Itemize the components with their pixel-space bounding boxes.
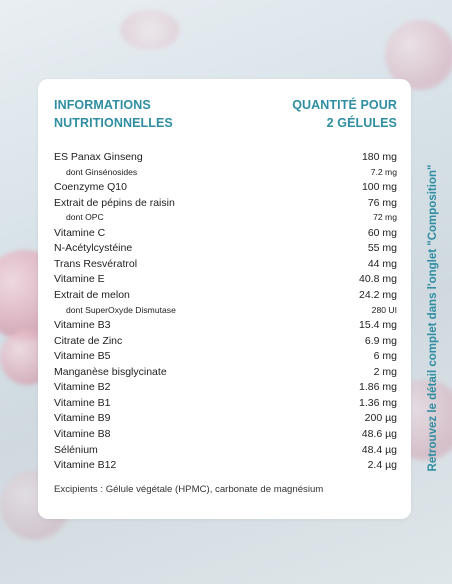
nutrient-row — [54, 459, 397, 475]
nutrient-row — [54, 350, 397, 366]
nutrient-quantity: 55 mg — [367, 242, 397, 255]
excipients-note: Excipients : Gélule végétale (HPMC), carbonate de magnésium — [54, 484, 324, 495]
nutrient-quantity: 60 mg — [367, 226, 397, 239]
nutrient-sub-row — [54, 305, 397, 319]
nutrient-name: Sélénium — [54, 443, 98, 456]
nutrient-name: dont Ginsénosides — [66, 166, 138, 177]
decorative-molecule — [120, 10, 180, 50]
nutrient-row — [54, 197, 397, 213]
nutrient-quantity: 1.86 mg — [359, 381, 397, 394]
nutrient-name: Extrait de pépins de raisin — [54, 196, 175, 209]
table-header — [54, 96, 397, 136]
nutrient-quantity: 200 µg — [364, 412, 397, 425]
nutrient-row — [54, 151, 397, 167]
nutrient-row — [54, 258, 397, 274]
nutrient-quantity: 100 mg — [361, 180, 397, 193]
nutrient-quantity: 2.4 µg — [367, 459, 397, 472]
nutrient-row — [54, 227, 397, 243]
nutrient-name: Trans Resvératrol — [54, 257, 138, 270]
nutrient-quantity: 40.8 mg — [359, 273, 397, 286]
nutrient-row — [54, 428, 397, 444]
nutrient-quantity: 1.36 mg — [359, 396, 397, 409]
nutrient-quantity: 6.9 mg — [364, 334, 397, 347]
nutrition-card — [38, 79, 411, 519]
header-line: INFORMATIONS — [54, 98, 151, 112]
nutrient-name: Vitamine B12 — [54, 459, 117, 472]
nutrient-name: Vitamine B2 — [54, 381, 111, 394]
header-line: QUANTITÉ POUR — [292, 98, 397, 112]
nutrient-name: Citrate de Zinc — [54, 334, 123, 347]
nutrient-quantity: 48.6 µg — [361, 428, 397, 441]
nutrient-quantity: 44 mg — [367, 257, 397, 270]
nutrient-quantity: 280 UI — [371, 304, 397, 315]
nutrient-name: dont OPC — [66, 212, 104, 223]
nutrient-quantity: 48.4 µg — [361, 443, 397, 456]
nutrient-quantity: 180 mg — [361, 151, 397, 163]
nutrient-name: Vitamine E — [54, 273, 105, 286]
nutrient-row — [54, 335, 397, 351]
nutrient-name: Vitamine C — [54, 226, 106, 239]
nutrient-row — [54, 181, 397, 197]
nutrient-quantity: 15.4 mg — [359, 318, 397, 331]
nutrient-quantity: 6 mg — [373, 350, 397, 363]
nutrient-name: N-Acétylcystéine — [54, 242, 133, 255]
nutrient-name: Coenzyme Q10 — [54, 180, 127, 193]
nutrient-sub-row — [54, 167, 397, 181]
nutrient-name: Vitamine B1 — [54, 396, 111, 409]
nutrient-row — [54, 397, 397, 413]
nutrient-row — [54, 412, 397, 428]
nutrient-name: Vitamine B5 — [54, 350, 111, 363]
nutrient-name: ES Panax Ginseng — [54, 151, 143, 163]
nutrient-name: dont SuperOxyde Dismutase — [66, 304, 176, 315]
header-line: 2 GÉLULES — [326, 116, 397, 130]
nutrient-name: Vitamine B8 — [54, 428, 111, 441]
nutrient-quantity: 72 mg — [373, 212, 397, 223]
nutrient-row — [54, 242, 397, 258]
nutrient-sub-row — [54, 212, 397, 226]
nutrient-name: Vitamine B3 — [54, 318, 111, 331]
composition-tab-note: Retrouvez le détail complet dans l'onglet "Composition" — [427, 164, 439, 472]
nutrient-quantity: 76 mg — [367, 196, 397, 209]
nutrient-name: Manganèse bisglycinate — [54, 365, 167, 378]
nutrient-row — [54, 273, 397, 289]
nutrient-name: Extrait de melon — [54, 288, 130, 301]
nutrient-quantity: 7.2 mg — [370, 166, 397, 177]
nutrient-row — [54, 319, 397, 335]
nutrient-list — [54, 151, 397, 475]
nutrient-row — [54, 444, 397, 460]
nutrient-row — [54, 366, 397, 382]
header-line: NUTRITIONNELLES — [54, 116, 173, 130]
nutrient-quantity: 2 mg — [373, 365, 397, 378]
column-header-nutrients — [54, 96, 173, 132]
nutrient-quantity: 24.2 mg — [359, 288, 397, 301]
nutrient-row — [54, 381, 397, 397]
nutrient-row — [54, 289, 397, 305]
column-header-quantity — [292, 96, 397, 132]
nutrient-name: Vitamine B9 — [54, 412, 111, 425]
